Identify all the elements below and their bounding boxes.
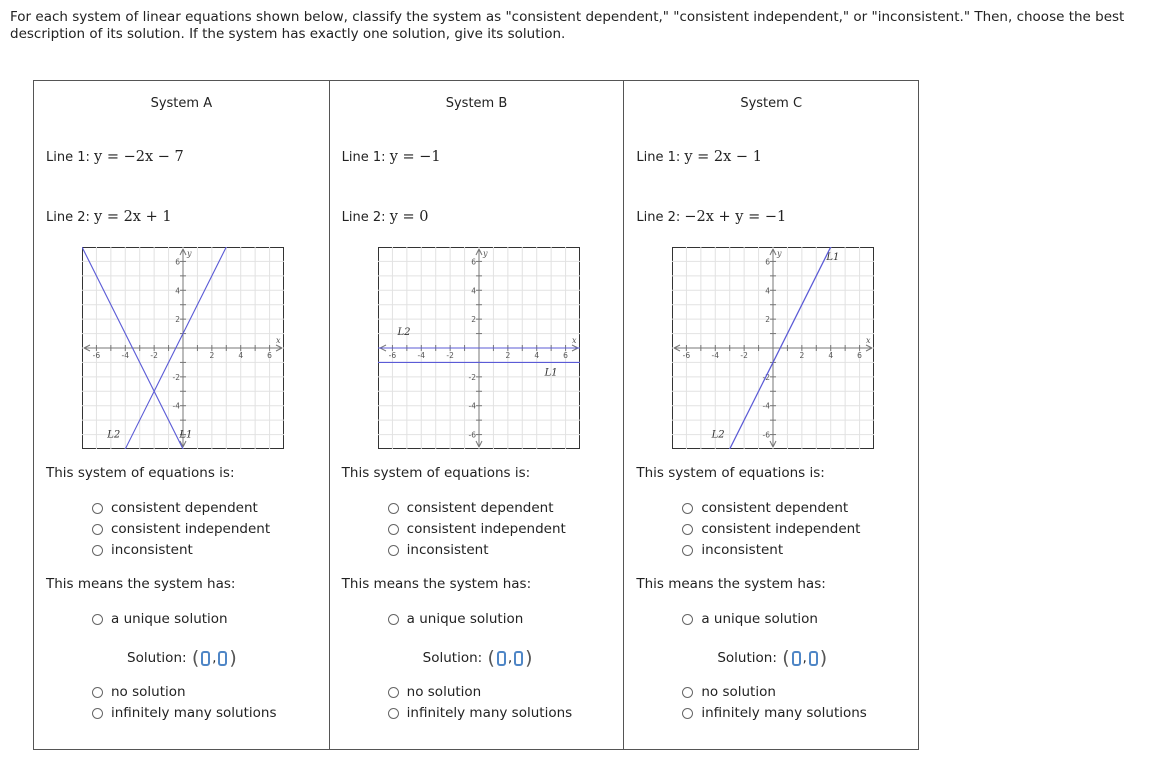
y-tick-label: -4 (468, 401, 476, 411)
radio-consistent-independent[interactable] (92, 521, 270, 537)
line-1-math: y = −1 (389, 149, 441, 165)
solution-label: Solution: (717, 650, 777, 666)
radio-label: consistent dependent (406, 500, 554, 516)
y-tick-label: -4 (172, 401, 180, 411)
radio-consistent-independent[interactable] (388, 521, 566, 537)
solution-entry (717, 647, 828, 669)
solution-entry (423, 647, 534, 669)
x-tick-label: -6 (92, 351, 101, 360)
line-2-equation (342, 209, 429, 225)
system-a-column (34, 81, 329, 749)
radio-no-solution[interactable] (92, 684, 186, 700)
radio-circle[interactable] (92, 614, 103, 625)
solution-y-input[interactable] (809, 651, 818, 666)
solution-question: This means the system has: (46, 576, 236, 592)
radio-circle[interactable] (388, 708, 399, 719)
radio-label: a unique solution (406, 611, 524, 627)
radio-circle[interactable] (92, 545, 103, 556)
solution-entry (127, 647, 238, 669)
radio-circle[interactable] (388, 687, 399, 698)
x-tick-label: -2 (740, 351, 749, 360)
solution-label: Solution: (422, 650, 483, 666)
y-tick-label: 2 (470, 315, 476, 325)
x-tick-label: 2 (209, 351, 215, 360)
x-axis-label: x (571, 336, 577, 345)
radio-circle[interactable] (682, 614, 693, 625)
solution-x-input[interactable] (792, 651, 801, 666)
y-tick-label: 6 (470, 257, 476, 267)
radio-circle[interactable] (682, 545, 693, 556)
radio-infinitely-many[interactable] (682, 705, 867, 721)
radio-unique-solution[interactable] (92, 611, 228, 627)
radio-infinitely-many[interactable] (388, 705, 573, 721)
close-paren: ) (525, 647, 533, 669)
x-tick-label: -4 (121, 351, 130, 360)
x-tick-label: 4 (828, 351, 834, 360)
radio-infinitely-many[interactable] (92, 705, 277, 721)
radio-circle[interactable] (92, 524, 103, 535)
close-paren: ) (819, 647, 828, 669)
line-2-math: y = 0 (389, 209, 429, 225)
system-title: System C (740, 96, 803, 111)
radio-unique-solution[interactable] (388, 611, 524, 627)
radio-label: consistent dependent (111, 500, 258, 516)
x-tick-label: 4 (533, 351, 539, 360)
x-tick-label: 2 (505, 351, 510, 360)
radio-label: no solution (111, 684, 186, 700)
instructions: For each system of linear equations shown below, classify the system as "consistent dependent," "consistent independent," or "inconsistent." Then, choose the best description of its solution. If the system has exactly one solution, give its solution. (10, 9, 1125, 42)
radio-label: infinitely many solutions (111, 705, 277, 721)
x-tick-label: -4 (711, 351, 720, 360)
classification-question: This system of equations is: (341, 465, 531, 481)
classification-question: This system of equations is: (46, 465, 235, 481)
line-label-l2: L2 (397, 327, 411, 339)
x-tick-label: 6 (857, 351, 863, 360)
radio-label: inconsistent (406, 542, 489, 558)
solution-label: Solution: (127, 650, 187, 666)
radio-circle[interactable] (388, 503, 399, 514)
line-1-prefix: Line 1: (46, 150, 95, 165)
radio-label: infinitely many solutions (701, 705, 867, 721)
line-label-l2: L2 (712, 429, 726, 441)
y-axis-label: y (482, 249, 488, 258)
radio-inconsistent[interactable] (682, 542, 783, 558)
radio-unique-solution[interactable] (682, 611, 818, 627)
radio-circle[interactable] (388, 524, 399, 535)
open-paren: ( (191, 647, 200, 669)
radio-inconsistent[interactable] (388, 542, 489, 558)
line-2-equation (46, 209, 172, 225)
x-axis-label: x (276, 336, 281, 345)
x-tick-label: 6 (267, 351, 272, 360)
line-2-prefix: Line 2: (46, 210, 95, 225)
radio-circle[interactable] (682, 708, 693, 719)
radio-label: a unique solution (701, 611, 818, 627)
radio-consistent-dependent[interactable] (388, 500, 554, 516)
y-tick-label: 6 (175, 257, 180, 267)
radio-circle[interactable] (682, 503, 693, 514)
radio-label: inconsistent (701, 542, 784, 558)
radio-consistent-dependent[interactable] (92, 500, 258, 516)
radio-label: consistent independent (701, 521, 861, 537)
y-tick-label: 2 (175, 315, 180, 325)
y-tick-label: -2 (468, 372, 476, 382)
radio-consistent-independent[interactable] (682, 521, 860, 537)
radio-label: consistent independent (406, 521, 566, 537)
y-axis-label: y (187, 249, 192, 258)
line-label-l1: L1 (544, 367, 558, 379)
y-axis-label: y (777, 249, 782, 258)
solution-y-input[interactable] (514, 651, 523, 666)
radio-label: infinitely many solutions (406, 705, 573, 721)
x-tick-label: -4 (417, 351, 425, 360)
radio-circle[interactable] (388, 545, 399, 556)
x-tick-label: -2 (446, 351, 454, 360)
radio-consistent-dependent[interactable] (682, 500, 848, 516)
line-label-l1: L1 (826, 251, 840, 263)
system-graph (378, 247, 580, 449)
close-paren: ) (229, 647, 237, 669)
y-tick-label: -4 (762, 401, 771, 411)
solution-question: This means the system has: (341, 576, 532, 592)
radio-label: consistent dependent (701, 500, 849, 516)
y-tick-label: 4 (175, 286, 180, 296)
x-tick-label: -6 (683, 351, 691, 360)
line-2-math: −2x + y = −1 (684, 209, 787, 225)
comma: , (802, 650, 807, 666)
radio-circle[interactable] (682, 687, 693, 698)
line-1-prefix: Line 1: (636, 150, 685, 165)
line-1-math: y = −2x − 7 (94, 149, 184, 165)
solution-question: This means the system has: (636, 576, 826, 592)
line-1-equation (636, 149, 762, 165)
open-paren: ( (487, 647, 495, 669)
radio-label: a unique solution (111, 611, 228, 627)
system-title: System A (150, 96, 213, 111)
y-tick-label: 6 (765, 257, 771, 267)
comma: , (212, 650, 217, 666)
line-2-equation (636, 209, 786, 225)
line-2-prefix: Line 2: (341, 210, 390, 225)
radio-label: inconsistent (111, 542, 193, 558)
radio-label: no solution (701, 684, 776, 700)
x-tick-label: 6 (562, 351, 568, 360)
x-tick-label: -2 (150, 351, 158, 360)
system-graph (672, 247, 874, 449)
radio-no-solution[interactable] (682, 684, 776, 700)
x-axis-label: x (866, 336, 871, 345)
classification-question: This system of equations is: (636, 465, 825, 481)
radio-circle[interactable] (682, 524, 693, 535)
x-tick-label: -6 (388, 351, 396, 360)
y-tick-label: -6 (468, 430, 476, 440)
line-label-l1: L1 (179, 429, 193, 441)
line-2-math: y = 2x + 1 (94, 209, 172, 225)
x-tick-label: 2 (799, 351, 805, 360)
line-1-math: y = 2x − 1 (684, 149, 762, 165)
radio-label: no solution (406, 684, 482, 700)
y-tick-label: -2 (172, 372, 180, 382)
system-c-column (623, 81, 918, 749)
radio-no-solution[interactable] (388, 684, 482, 700)
radio-circle[interactable] (92, 687, 103, 698)
system-b-column (329, 81, 624, 749)
radio-inconsistent[interactable] (92, 542, 193, 558)
radio-label: consistent independent (111, 521, 271, 537)
line-1-prefix: Line 1: (341, 150, 390, 165)
line-label-l2: L2 (107, 429, 121, 441)
systems-table (33, 80, 919, 750)
y-tick-label: -6 (762, 430, 771, 440)
comma: , (507, 650, 513, 666)
line-1-equation (46, 149, 184, 165)
y-tick-label: 4 (470, 286, 476, 296)
system-graph (82, 247, 284, 449)
line-1-equation (342, 149, 441, 165)
line-2-prefix: Line 2: (636, 210, 685, 225)
open-paren: ( (782, 647, 790, 669)
system-title: System B (445, 96, 508, 111)
x-tick-label: 4 (238, 351, 244, 360)
radio-circle[interactable] (388, 614, 399, 625)
y-tick-label: -2 (762, 372, 771, 382)
y-tick-label: 2 (765, 315, 771, 325)
solution-x-input[interactable] (497, 651, 506, 666)
solution-x-input[interactable] (201, 651, 210, 666)
solution-y-input[interactable] (218, 651, 227, 666)
y-tick-label: 4 (765, 286, 771, 296)
radio-circle[interactable] (92, 503, 103, 514)
radio-circle[interactable] (92, 708, 103, 719)
